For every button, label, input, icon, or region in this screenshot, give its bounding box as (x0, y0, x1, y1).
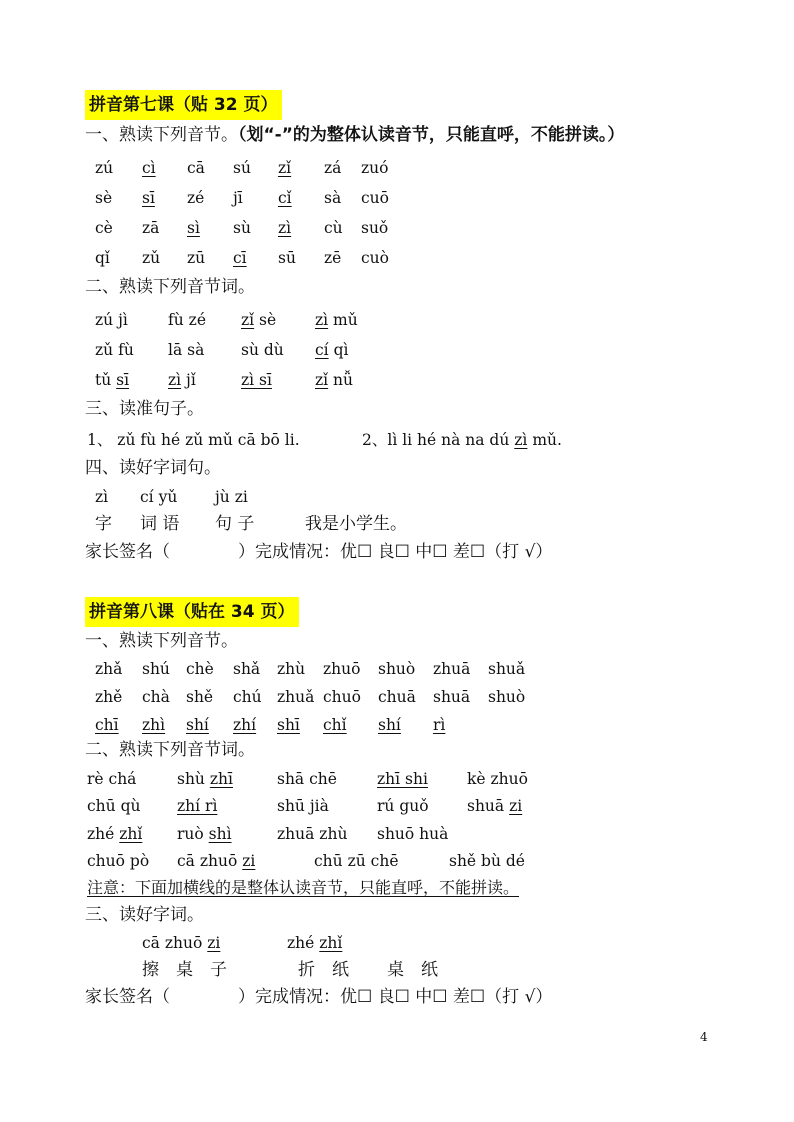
hanzi-item: 句 子 (215, 514, 255, 534)
word: chū qù (87, 797, 141, 815)
syllable: cā (187, 159, 205, 177)
lesson8-parent-signature: 家长签名（ ）完成情况：优☐ 良☐ 中☐ 差☐（打 √） (85, 987, 553, 1007)
word-underlined: zhī (209, 770, 233, 788)
syllable: shuǎ (488, 660, 526, 678)
syllable: chǐ (323, 716, 347, 734)
syllable: shǎ (233, 660, 261, 678)
syllable: zhí (233, 716, 257, 734)
syllable: zhù (277, 660, 306, 678)
word: sù dù (241, 341, 284, 359)
syllable: shí (186, 716, 209, 734)
word-part: jǐ (181, 371, 196, 389)
pinyin-item: jù zi (215, 488, 248, 506)
syllable: sī (142, 189, 155, 207)
syllable: sú (233, 159, 251, 177)
syllable: zhě (95, 688, 123, 706)
word-underlined: zhí rì (177, 797, 218, 815)
syllable: zú (95, 159, 114, 177)
word-underlined: cí (315, 341, 329, 359)
word: zǔ fù (95, 341, 134, 359)
word: shě bù dé (449, 852, 525, 870)
syllable: zé (187, 189, 205, 207)
syllable: cuò (361, 249, 389, 267)
word-underlined: sī (116, 371, 130, 389)
word-underlined: zhī shi (377, 770, 428, 788)
hanzi-item: 桌 纸 (387, 960, 438, 980)
syllable: chú (233, 688, 262, 706)
word-underlined: zi (509, 797, 523, 815)
syllable: zū (187, 249, 206, 267)
word-part: mǔ (328, 311, 358, 329)
syllable: shí (378, 716, 401, 734)
syllable: chuō (323, 688, 361, 706)
lesson7-parent-signature: 家长签名（ ）完成情况：优☐ 良☐ 中☐ 差☐（打 √） (85, 542, 553, 562)
word-part: nǚ (328, 371, 354, 389)
word-part: sè (254, 311, 277, 329)
word: zhuā zhù (277, 825, 348, 843)
word-underlined: zǐ (315, 371, 329, 389)
syllable: sū (278, 249, 296, 267)
hanzi-item: 字 (95, 514, 112, 534)
word: chuō pò (87, 852, 150, 870)
syllable: cǐ (278, 189, 292, 207)
lesson7-section1-note: （划“-”的为整体认读音节，只能直呼，不能拼读。） (238, 125, 625, 145)
word (377, 768, 428, 790)
pinyin-part: zhé (287, 934, 320, 952)
syllable: shú (142, 660, 170, 678)
word: zú jì (95, 311, 128, 329)
lesson8-section2-heading: 二、熟读下列音节词。 (85, 740, 255, 760)
syllable: shī (277, 716, 300, 734)
syllable: zǔ (142, 249, 161, 267)
syllable: rì (433, 716, 446, 734)
word (467, 795, 522, 817)
syllable: chè (186, 660, 214, 678)
word (315, 369, 353, 391)
word (315, 339, 348, 361)
syllable: zā (142, 219, 160, 237)
syllable: zǐ (278, 159, 292, 177)
word-part: ruò (177, 825, 209, 843)
sentence-2-end: mǔ. (527, 431, 562, 449)
syllable: sì (187, 219, 200, 237)
lesson7-section2-heading: 二、熟读下列音节词。 (85, 277, 255, 297)
syllable: zhǎ (95, 660, 123, 678)
word (241, 369, 272, 391)
pinyin-item (142, 932, 220, 954)
word: shuō huà (377, 825, 449, 843)
sentence-2-underlined: zì (514, 431, 528, 449)
word-underlined: zi (242, 852, 256, 870)
word-underlined: zì (315, 311, 329, 329)
pinyin-underlined: zi (207, 934, 221, 952)
syllable: zhuǎ (277, 688, 315, 706)
word-underlined: zǐ (241, 311, 255, 329)
syllable: sù (233, 219, 251, 237)
syllable: zhuā (433, 660, 471, 678)
pinyin-underlined: zhǐ (319, 934, 343, 952)
hanzi-item: 词 语 (140, 514, 180, 534)
word-part: tǔ (95, 371, 117, 389)
sentence-1: 1、 zǔ fù hé zǔ mǔ cā bō li. (87, 431, 300, 449)
word-part: cā zhuō (177, 852, 243, 870)
syllable: zuó (361, 159, 389, 177)
syllable: cù (324, 219, 343, 237)
word (241, 309, 276, 331)
word: chū zū chē (314, 852, 399, 870)
lesson8-title: 拼音第八课（贴在 34 页） (85, 597, 299, 627)
word (87, 823, 142, 845)
syllable: jī (233, 189, 243, 207)
lesson7-section3-heading: 三、读准句子。 (85, 399, 204, 419)
word (177, 850, 255, 872)
word: lā sà (168, 341, 205, 359)
word-part: shù (177, 770, 210, 788)
word: shā chē (277, 770, 337, 788)
syllable: zá (324, 159, 342, 177)
word (168, 369, 196, 391)
word (177, 823, 232, 845)
word (95, 369, 129, 391)
syllable: shě (186, 688, 214, 706)
hanzi-item: 擦 桌 子 (142, 960, 227, 980)
lesson7-title: 拼音第七课（贴 32 页） (85, 90, 282, 120)
word-underlined: shì (208, 825, 232, 843)
syllable: zì (278, 219, 292, 237)
syllable: shuā (433, 688, 471, 706)
syllable: cè (95, 219, 113, 237)
pinyin-item (287, 932, 342, 954)
syllable: shuò (488, 688, 526, 706)
page-number: 4 (700, 1030, 708, 1044)
hanzi-sentence: 我是小学生。 (305, 514, 407, 534)
syllable: zhuō (323, 660, 361, 678)
word-part: qì (328, 341, 349, 359)
pinyin-part: cā zhuō (142, 934, 208, 952)
word-underlined: zhǐ (119, 825, 143, 843)
pinyin-item: zì (95, 488, 109, 506)
syllable: qǐ (95, 249, 110, 267)
word: shū jià (277, 797, 329, 815)
word: kè zhuō (467, 770, 528, 788)
syllable: cì (142, 159, 156, 177)
syllable: chà (142, 688, 170, 706)
lesson7-section4-heading: 四、读好字词句。 (85, 458, 221, 478)
syllable: zē (324, 249, 342, 267)
word-underlined: zì sī (241, 371, 272, 389)
word-part: zhé (87, 825, 120, 843)
syllable: cuō (361, 189, 389, 207)
word: rú guǒ (377, 797, 429, 815)
syllable: sè (95, 189, 113, 207)
lesson8-section1-heading: 一、熟读下列音节。 (85, 631, 238, 651)
lesson7-section1-heading (85, 124, 624, 146)
syllable: chuā (378, 688, 416, 706)
syllable: shuò (378, 660, 416, 678)
word (177, 795, 217, 817)
word: rè chá (87, 770, 137, 788)
syllable: suǒ (361, 219, 389, 237)
lesson8-section3-heading: 三、读好字词。 (85, 905, 204, 925)
word (315, 309, 358, 331)
syllable: zhì (142, 716, 166, 734)
word (177, 768, 233, 790)
syllable: sà (324, 189, 342, 207)
pinyin-item: cí yǔ (140, 488, 178, 506)
word-underlined: zì (168, 371, 182, 389)
syllable: cī (233, 249, 247, 267)
hanzi-item: 折 纸 (298, 960, 349, 980)
sentence-2-start: 2、lì li hé nà na dú (362, 431, 515, 449)
lesson7-section1-label: 一、熟读下列音节。 (85, 125, 238, 145)
word-part: shuā (467, 797, 510, 815)
word: fù zé (168, 311, 206, 329)
syllable: chī (95, 716, 119, 734)
sentence-2 (362, 429, 562, 451)
lesson8-note: 注意：下面加横线的是整体认读音节，只能直呼，不能拼读。 (87, 878, 520, 897)
